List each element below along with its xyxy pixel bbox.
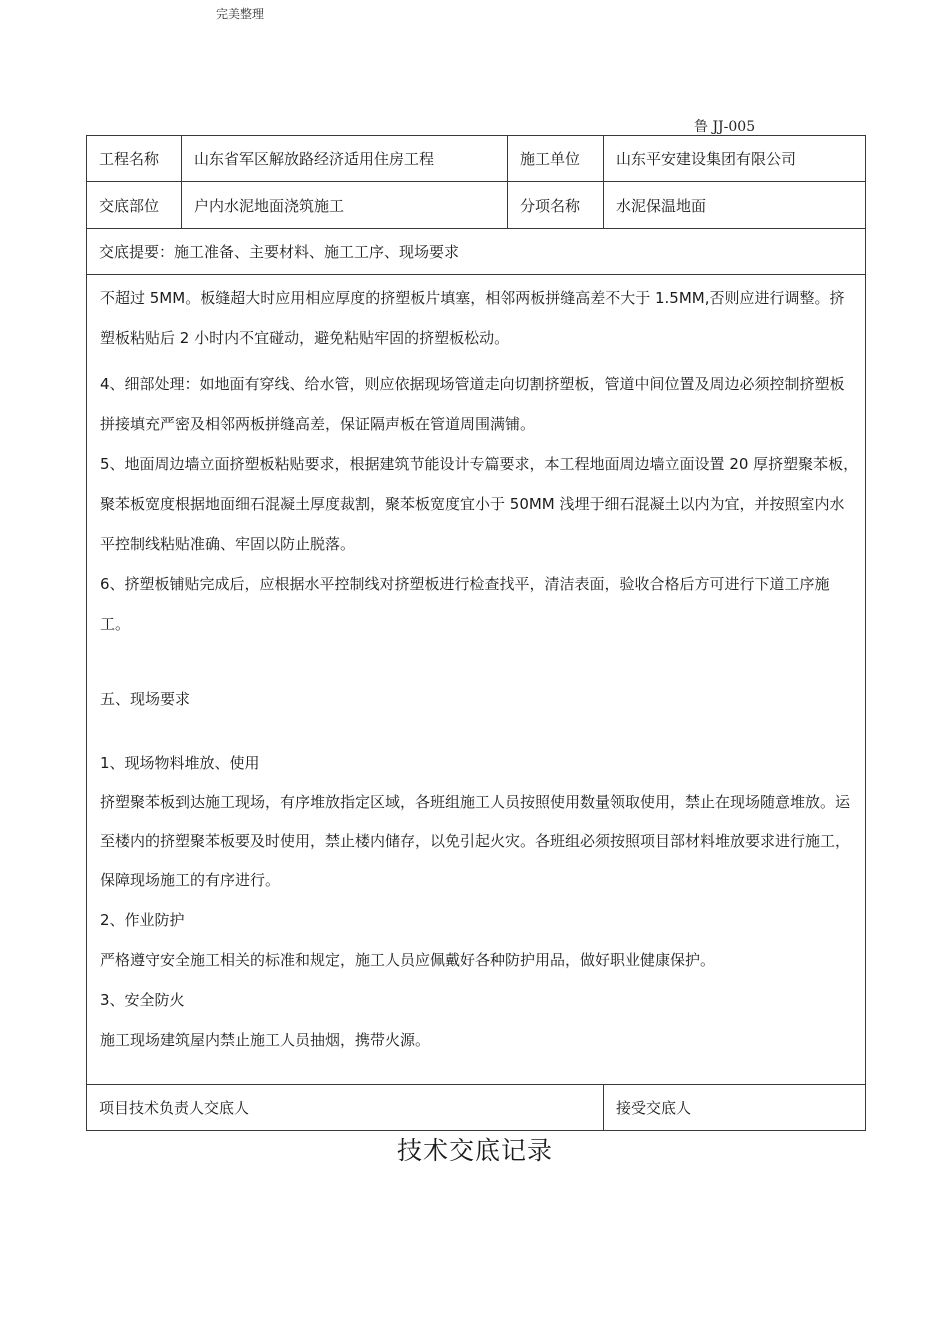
item-value: 水泥保温地面	[604, 182, 866, 229]
technical-disclosure-table	[86, 135, 866, 1131]
subsection-3-text: 施工现场建筑屋内禁止施工人员抽烟，携带火源。	[100, 1031, 431, 1049]
project-name-value: 山东省军区解放路经济适用住房工程	[182, 136, 508, 182]
paragraph-4: 4、细部处理：如地面有穿线、给水管，则应依据现场管道走向切割挤塑板，管道中间位置及周边必须控制挤塑板拼接填充严密及相邻两板拼缝高差，保证隔声板在管道周围满铺。	[100, 375, 845, 433]
signature-row	[87, 1085, 866, 1131]
summary-text: 交底提要：施工准备、主要材料、施工工序、现场要求	[87, 229, 866, 275]
paragraph-continued: 不超过 5MM。板缝超大时应用相应厚度的挤塑板片填塞，相邻两板拼缝高差不大于 1.5MM,否则应进行调整。挤塑板粘贴后 2 小时内不宜碰动，避免粘贴牢固的挤塑板松动。	[100, 289, 845, 347]
contractor-label: 施工单位	[508, 136, 604, 182]
content-cell	[87, 275, 866, 1085]
subsection-2-title: 2、作业防护	[100, 911, 185, 929]
receiver-signature: 接受交底人	[604, 1085, 866, 1131]
document-title: 技术交底记录	[396, 1136, 553, 1165]
content-row	[87, 275, 866, 1085]
subsection-3-title: 3、安全防火	[100, 991, 185, 1009]
summary-row	[87, 229, 866, 275]
location-label: 交底部位	[87, 182, 182, 229]
contractor-value: 山东平安建设集团有限公司	[604, 136, 866, 182]
paragraph-6: 6、挤塑板铺贴完成后，应根据水平控制线对挤塑板进行检查找平，清洁表面，验收合格后方可进行下道工序施工。	[100, 575, 830, 633]
item-label: 分项名称	[508, 182, 604, 229]
header-note: 完美整理	[216, 7, 265, 21]
project-row	[87, 136, 866, 182]
paragraph-5: 5、地面周边墙立面挤塑板粘贴要求，根据建筑节能设计专篇要求，本工程地面周边墙立面设置 20 厚挤塑聚苯板，聚苯板宽度根据地面细石混凝土厚度裁割，聚苯板宽度宜小于 50MM 浅埋于细石混凝土以内为宜，并按照室内水平控制线粘贴准确、牢固以防止脱落。	[100, 455, 859, 553]
tech-lead-signature: 项目技术负责人交底人	[87, 1085, 604, 1131]
project-name-label: 工程名称	[87, 136, 182, 182]
location-value: 户内水泥地面浇筑施工	[182, 182, 508, 229]
content-body	[100, 278, 859, 1060]
section-heading: 五、现场要求	[100, 690, 191, 708]
subsection-2-text: 严格遵守安全施工相关的标准和规定，施工人员应佩戴好各种防护用品，做好职业健康保护。	[100, 951, 716, 969]
document-code: 鲁 JJ-005	[694, 119, 756, 135]
subsection-1-text: 挤塑聚苯板到达施工现场，有序堆放指定区域，各班组施工人员按照使用数量领取使用，禁止在现场随意堆放。运至楼内的挤塑聚苯板要及时使用，禁止楼内储存，以免引起火灾。各班组必须按照项目部材料堆放要求进行施工，保障现场施工的有序进行。	[100, 793, 851, 889]
subsection-1-title: 1、现场物料堆放、使用	[100, 754, 260, 772]
location-row	[87, 182, 866, 229]
